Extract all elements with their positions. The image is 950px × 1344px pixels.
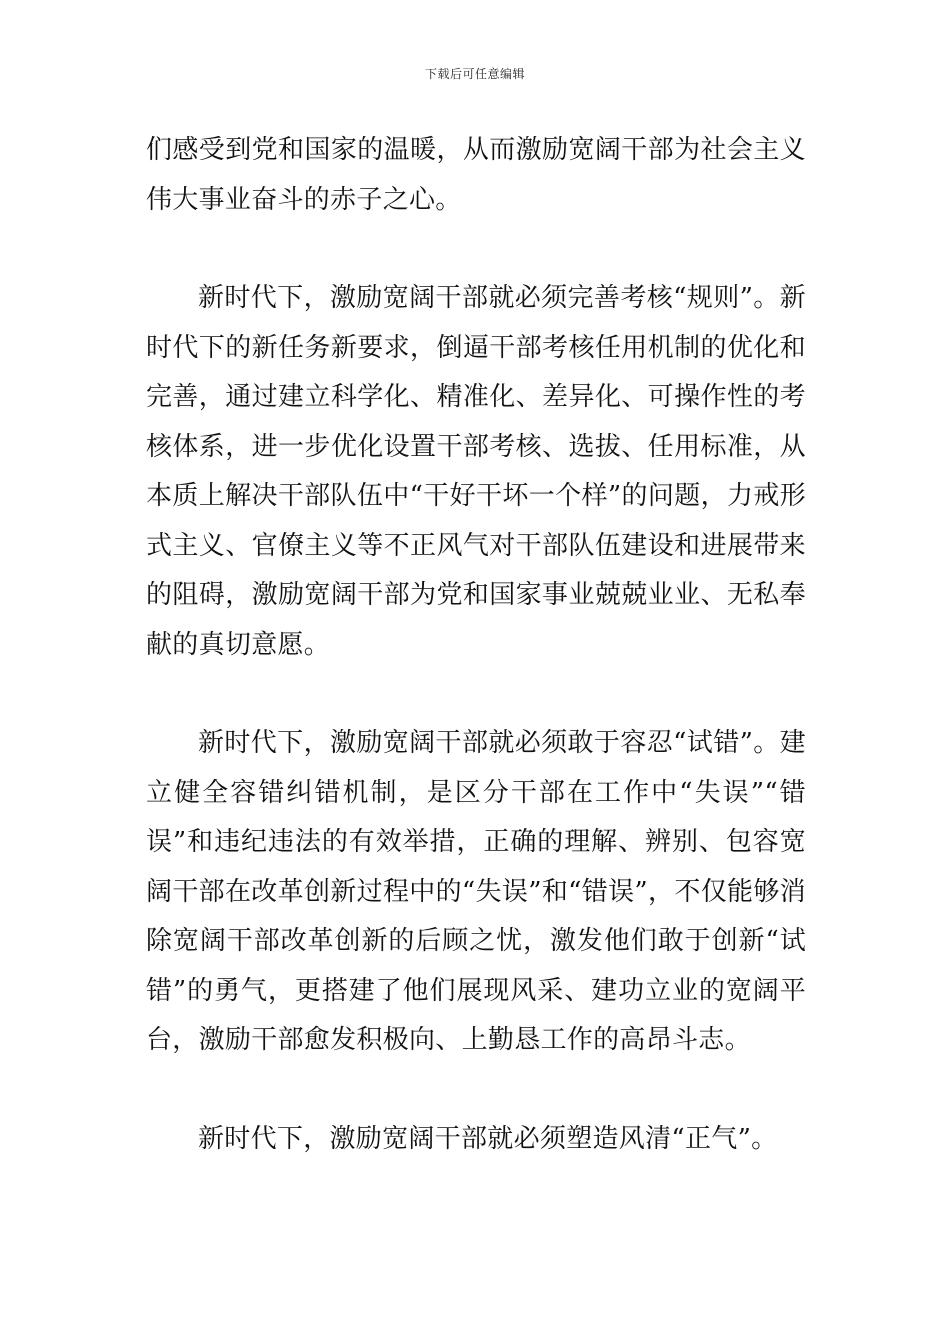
document-body [146, 126, 806, 1164]
paragraph-2: 新时代下，激励宽阔干部就必须完善考核“规则”。新时代下的新任务新要求，倒逼干部考核任用机制的优化和完善，通过建立科学化、精准化、差异化、可操作性的考核体系，进一步优化设置干部考核、选拔、任用标准，从本质上解决干部队伍中“干好干坏一个样”的问题，力戒形式主义、官僚主义等不正风气对干部队伍建设和进展带来的阻碍，激励宽阔干部为党和国家事业兢兢业业、无私奉献的真切意愿。 [146, 283, 806, 660]
paragraph-3: 新时代下，激励宽阔干部就必须敢于容忍“试错”。建立健全容错纠错机制，是区分干部在工作中“失误”“错误”和违纪违法的有效举措，正确的理解、辨别、包容宽阔干部在改革创新过程中的“失误”和“错误”，不仅能够消除宽阔干部改革创新的后顾之忧，激发他们敢于创新“试错”的勇气，更搭建了他们展现风采、建功立业的宽阔平台，激励干部愈发积极向、上勤恳工作的高昂斗志。 [146, 728, 806, 1055]
page-header: 下载后可任意编辑 [424, 67, 525, 81]
paragraph-1: 们感受到党和国家的温暖，从而激励宽阔干部为社会主义伟大事业奋斗的赤子之心。 [146, 135, 806, 215]
paragraph-4: 新时代下，激励宽阔干部就必须塑造风清“正气”。 [198, 1123, 778, 1154]
